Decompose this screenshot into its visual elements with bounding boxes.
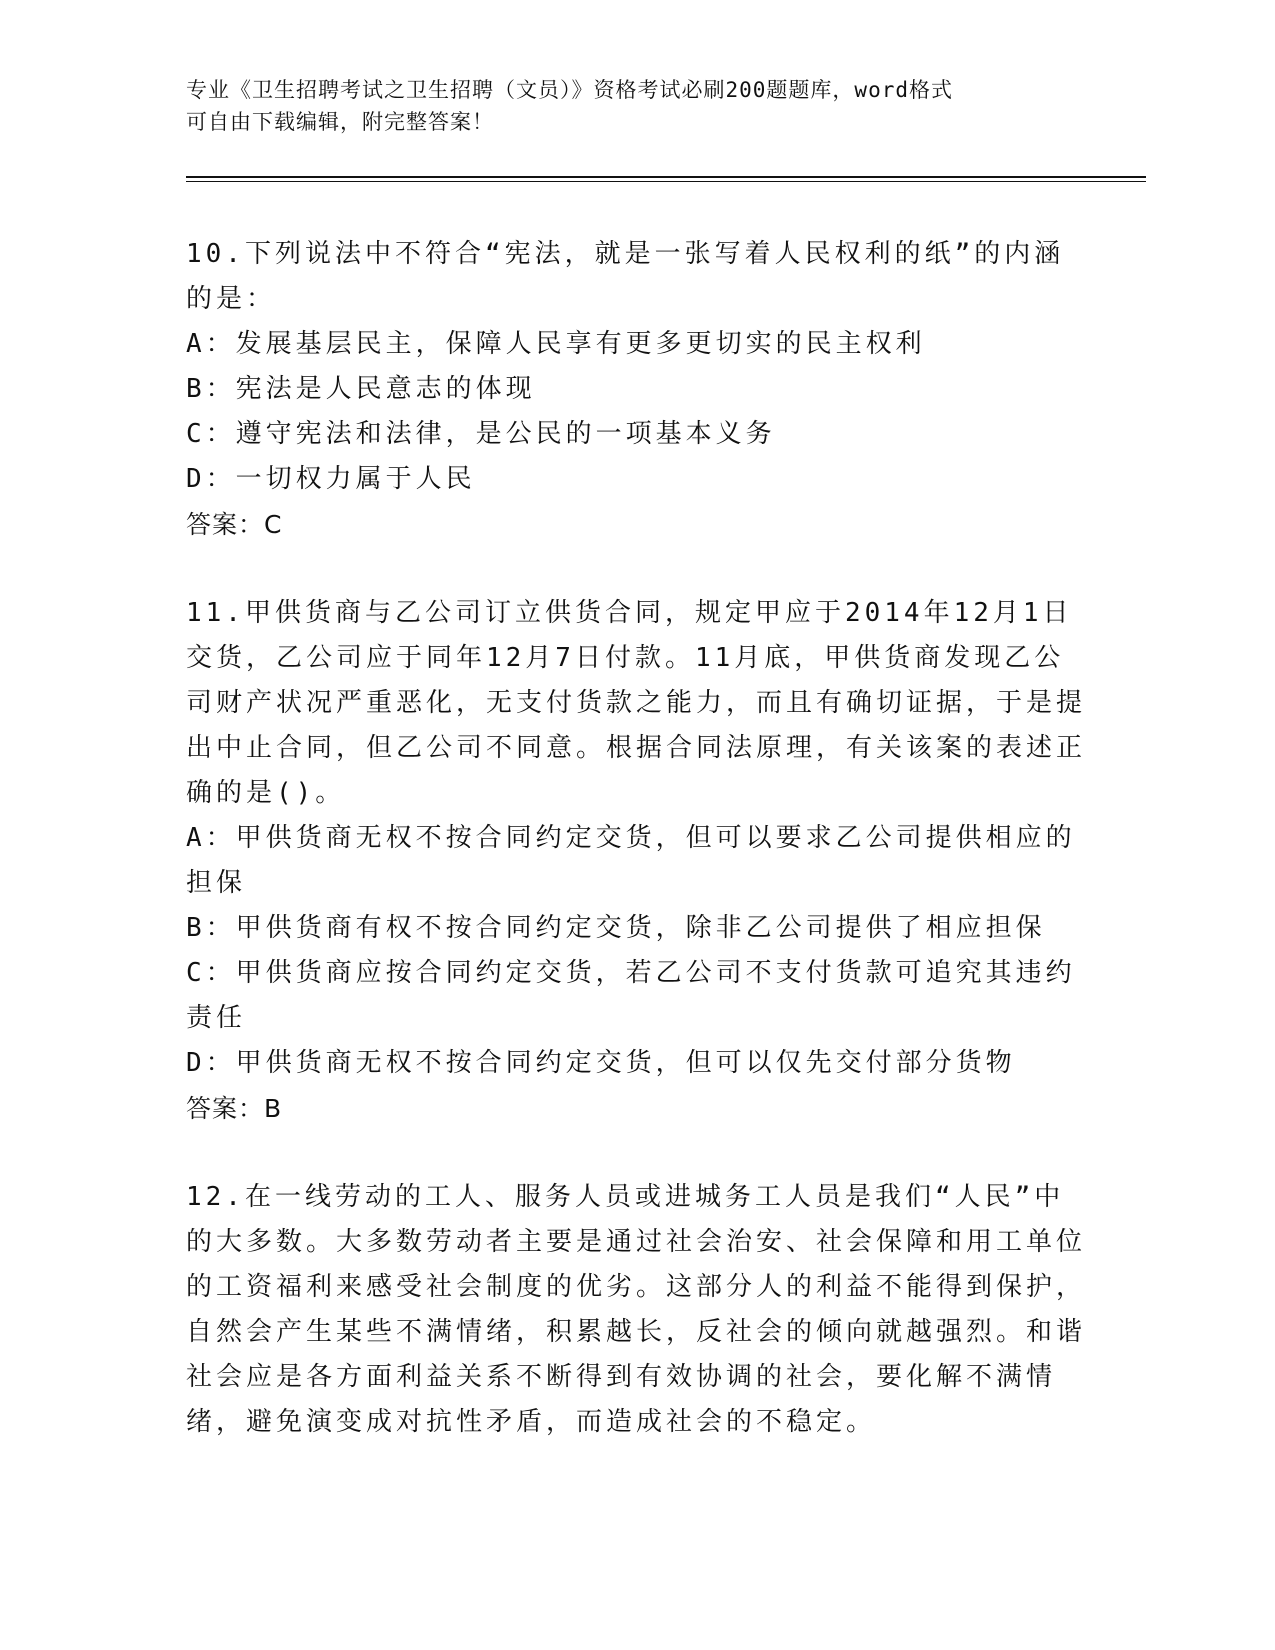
option-a: A：发展基层民主，保障人民享有更多更切实的民主权利 <box>186 329 926 359</box>
answer-label: 答案：C <box>186 510 283 539</box>
option-b: B：甲供货商有权不按合同约定交货，除非乙公司提供了相应担保 <box>186 913 1046 943</box>
option-d: D：一切权力属于人民 <box>186 464 476 494</box>
question-11 <box>186 591 1086 1131</box>
option-a: A：甲供货商无权不按合同约定交货，但可以要求乙公司提供相应的担保 <box>186 823 1076 898</box>
header-rule-thick <box>186 176 1146 178</box>
question-stem: 10.下列说法中不符合“宪法，就是一张写着人民权利的纸”的内涵的是： <box>186 239 1065 314</box>
question-stem: 11.甲供货商与乙公司订立供货合同，规定甲应于2014年12月1日交货，乙公司应于同年12月7日付款。11月底，甲供货商发现乙公司财产状况严重恶化，无支付货款之能力，而且有确切证据，于是提出中止合同，但乙公司不同意。根据合同法原理，有关该案的表述正确的是()。 <box>186 598 1087 808</box>
header-line-1: 专业《卫生招聘考试之卫生招聘（文员）》资格考试必刷200题题库，word格式 <box>186 78 953 102</box>
question-10 <box>186 232 1086 547</box>
header-rule-thin <box>186 181 1146 182</box>
question-stem: 12.在一线劳动的工人、服务人员或进城务工人员是我们“人民”中的大多数。大多数劳动者主要是通过社会治安、社会保障和用工单位的工资福利来感受社会制度的优劣。这部分人的利益不能得到保护，自然会产生某些不满情绪，积累越长，反社会的倾向就越强烈。和谐社会应是各方面利益关系不断得到有效协调的社会，要化解不满情绪，避免演变成对抗性矛盾，而造成社会的不稳定。 <box>186 1182 1087 1437</box>
option-b: B：宪法是人民意志的体现 <box>186 374 536 404</box>
answer-label: 答案：B <box>186 1094 283 1123</box>
option-c: C：遵守宪法和法律，是公民的一项基本义务 <box>186 419 776 449</box>
document-header <box>186 74 1086 138</box>
header-line-2: 可自由下载编辑，附完整答案！ <box>186 110 494 134</box>
option-c: C：甲供货商应按合同约定交货，若乙公司不支付货款可追究其违约责任 <box>186 958 1076 1033</box>
option-d: D：甲供货商无权不按合同约定交货，但可以仅先交付部分货物 <box>186 1048 1016 1078</box>
question-list <box>186 232 1086 1489</box>
question-12 <box>186 1175 1086 1445</box>
